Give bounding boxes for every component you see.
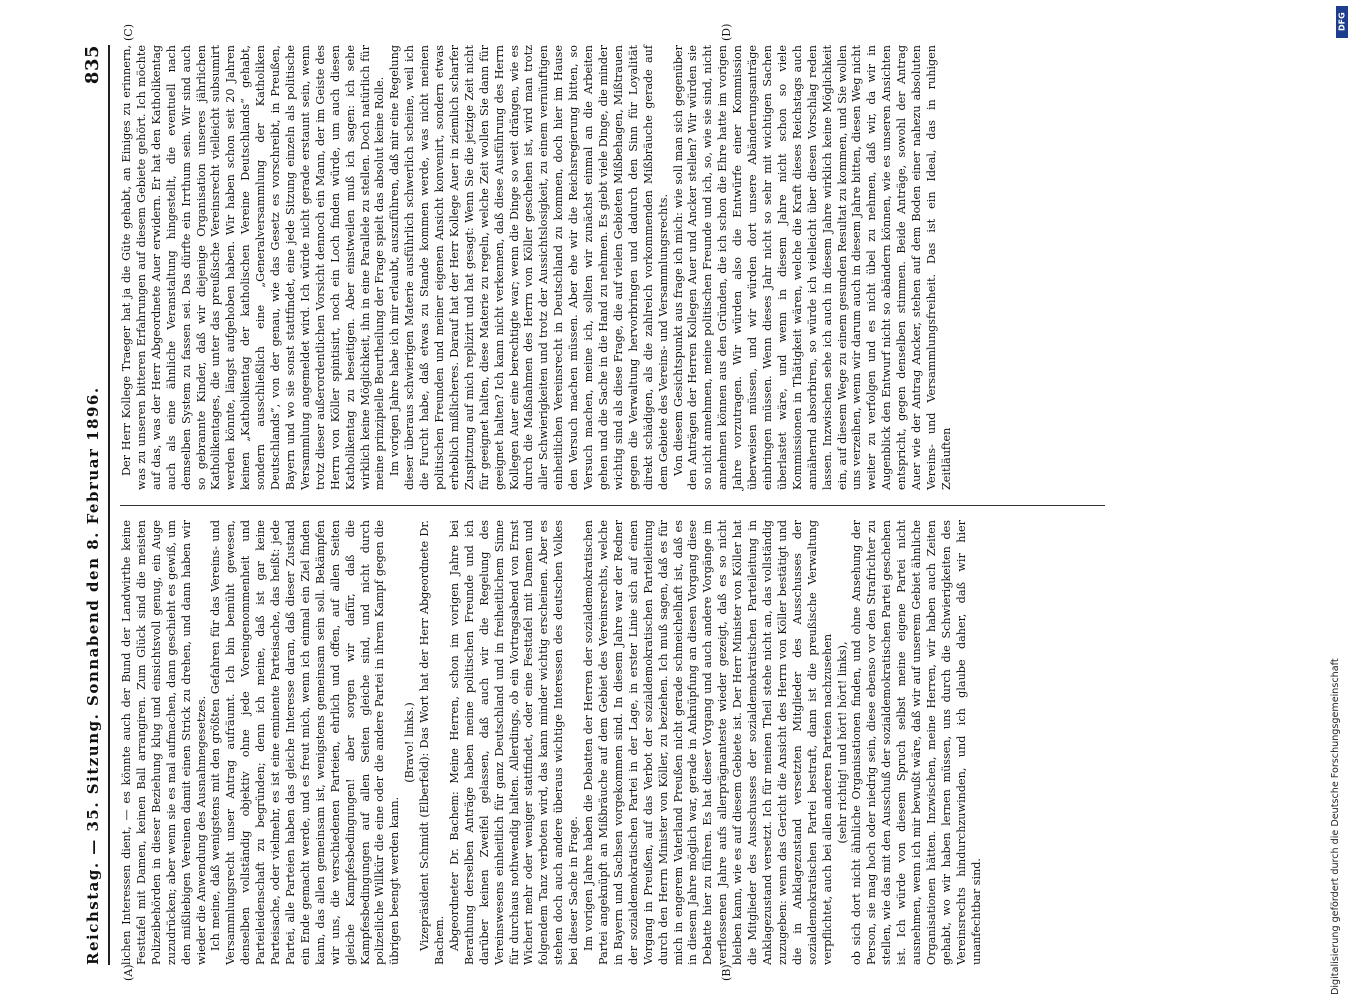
paragraph: Im vorigen Jahre haben die Debatten der Herren der sozialdemokratischen Partei angeknüpft an Mißbräuche auf dem Gebiet des Vereinsrechts, welche in Bayern und Sachsen vorgekommen sind. In diesem Jahre war der Redner der sozialdemokratischen Partei in der Lage, in erster Linie sich auf einen Vorgang in Preußen, auf das Verbot der sozialdemokratischen Parteileitung durch den Herrn Minister von Köller, zu beziehen. Ich muß sagen, daß es für mich in engerem Vaterland Preußen nicht gerade schmeichelhaft ist, daß es in diesem Jahre möglich war, gerade in Anknüpfung an diesen Vorgang diese Debatte hier zu führen. Es hat dieser Vorgang und auch andere Vorgänge im verflossenen Jahre aufs allerprägnanteste wieder gezeigt, daß es so nicht bleiben kann, wie es auf diesem Gebiete ist. Der Herr Minister von Köller hat die Mitglieder des Ausschusses der sozialdemokratischen Parteileitung in Anklagezustand versetzt. Ich für meinen Theil stehe nicht an, das vollständig zuzugeben: wenn das Gericht die Ansicht des Herrn von Köller bestätigt und die in Anklagezustand versetzten Mitglieder des Ausschusses der sozialdemokratischen Partei bestraft, dann ist die preußische Verwaltung verpflichtet, auch bei allen anderen Parteien nachzusehen [582, 520, 834, 965]
margin-marker-d: (D) [720, 23, 733, 41]
left-column [120, 520, 985, 965]
paragraph: lichen Interessen dient, — es könnte auch der Bund der Landwirthe keine Festtafel mit Damen, keinen Ball arrangiren. Zum Glück sind die meisten Polizeibehörden in dieser Beziehung klug und einsichtsvoll genug, ein Auge zuzudrücken; aber wenn sie es mal aufmachen, dann geschieht es gewiß, um den mißliebigen Vereinen damit einen Strick zu drehen, und dann haben wir wieder die Anwendung des Ausnahmegesetzes. [120, 520, 208, 965]
interjection: (Bravo! links.) [403, 702, 417, 783]
margin-marker-c: (C) [122, 24, 135, 41]
paragraph: Ich meine, daß wenigstens mit den größten Gefahren für das Vereins- und Versammlungsrecht unser Antrag aufräumt. Ich bin bemüht gewesen, denselben vollständig objektiv ohne jede Voreingenommenheit und Parteileidenschaft zu begründen; denn ich meine, daß ist gar keine Parteisache, oder vielmehr, es ist eine eminente Parteisache, das heißt: jede Partei, alle Parteien haben das gleiche Interesse daran, daß dieser Zustand ein Ende gemacht werde, und es freut mich, wenn ich einmal ein Ziel finden kann, das allen gemeinsam ist, wenigstens gemeinsam sein soll. Bekämpfen wir uns, die verschiedenen Parteien, ehrlich und offen, auf allen Seiten gleiche Kampfesbedingungen! aber sorgen wir dafür, daß die Kampfesbedingungen auf allen Seiten gleiche sind, und nicht durch polizeiliche Willkür die eine oder die andere Partei in ihrem Kampf gegen die übrigen beengt werden kann. [209, 520, 402, 965]
digitization-credit: Digitalisierung gefördert durch die Deutsche Forschungsgemeinschaft [1330, 658, 1341, 995]
right-column [120, 45, 955, 490]
paragraph: Der Herr Kollege Traeger hat ja die Güte gehabt, an Einiges zu erinnern, was zu unseren bitteren Erfahrungen auf diesem Gebiete gehört. Ich möchte auf das, was der Herr Abgeordnete Auer erwidern. Er hat den Katholikentag auch als eine ähnliche Veranstaltung hingestellt, die eventuell nach demselben System zu fassen sei. Das dürfte ein Irrthum sein. Wir sind auch so gebrannte Kinder, daß wir diejenige Organisation unseres jährlichen Katholikentages, die unter das preußische Vereinsrecht vielleicht subsumirt werden könnte, längst aufgehoben haben. Wir haben schon seit 20 Jahren keinen „Katholikentag der katholischen Vereine Deutschlands“ gehabt, sondern ausschließlich eine „Generalversammlung der Katholiken Deutschlands“, von der genau, wie das Gesetz es vorschreibt, in Preußen, Bayern und wo sie sonst stattfindet, eine jede Sitzung einzeln als politische Versammlung angemeldet wird. Ich würde nicht gerade erstaunt sein, wenn trotz dieser außerordentlichen Vorsicht dennoch ein Mann, der im Geiste des Herrn von Köller spintisirt, noch ein Loch finden würde, um auch diesen Katholikentag zu beseitigen. Aber einstweilen muß ich sagen: ich sehe wirklich keine Möglichkeit, ihn in eine Parallele zu stellen. Doch natürlich für meine prinzipielle Beurtheilung der Frage spielt das absolut keine Rolle. [120, 45, 387, 490]
paragraph: ob sich dort nicht ähnliche Organisationen finden, und ohne Ansehung der Person, sie mag hoch oder niedrig sein, diese ebenso vor den Strafrichter zu stellen, wie das mit den Ausschuß der sozialdemokratischen Partei geschehen ist. Ich würde von diesem Spruch selbst meine eigene Partei nicht ausnehmen, wenn ich mir bewußt wäre, daß wir auf unserem Gebiet ähnliche Organisationen hätten. Inzwischen, meine Herren, wir haben auch Zeiten gehabt, wo wir haben lernen müssen, uns durch die Schwierigkeiten des Vereinsrechts hindurchzuwinden, und ich glaube daher, daß wir hier unanfechtbar sind. [850, 520, 983, 965]
column-divider [120, 505, 1105, 506]
dfg-logo: DFG [1336, 6, 1348, 38]
page-number: 835 [82, 45, 103, 85]
header-rule [108, 45, 110, 965]
page-rotated [80, 23, 1310, 981]
page-header-title: Reichstag. — 35. Sitzung. Sonnabend den 8. Februar 1896. [84, 386, 102, 965]
paragraph: Im vorigen Jahre habe ich mir erlaubt, auszuführen, daß mir eine Regelung dieser überaus schwierigen Materie ausführlich schwerlich scheine, weil ich die Furcht habe, daß etwas zu Stande kommen werde, was nicht meinen politischen Freunden und meiner eigenen Ansicht konvenirt, sondern etwas erheblich mißlicheres. Darauf hat der Herr Kollege Auer in ziemlich scharfer Zuspitzung auf mich replizirt und hat gesagt: Wenn Sie die jetzige Zeit nicht für geeignet halten, diese Materie zu regeln, welche Zeit wollen Sie dann für geeignet halten? Ich kann nicht verkennen, daß diese Ausführung des Herrn Kollegen Auer eine berechtigte war; wenn die Dinge so weit drängen, wie es durch die Maßnahmen des Herrn von Köller geschehen ist, wird man trotz aller Schwierigkeiten und trotz der Aussichtslosigkeit, zu einem vernünftigen einheitlichen Vereinsrecht in Deutschland zu kommen, doch hier im Hause den Versuch machen müssen. Aber ehe wir die Reichsregierung bitten, so Versuch machen, meine ich, sollten wir zunächst einmal an die Arbeiten gehen und die Sache in die Hand zu nehmen. Es giebt viele Dinge, die minder wichtig sind als diese Frage, die auf vielen Gebieten Mißbehagen, Mißtrauen gegen die Verwaltung hervorbringen und dadurch den Sinn für Loyalität direkt schädigen, als die zahlreich vorkommenden Mißbräuche gerade auf dem Gebiete des Vereins- und Versammlungsrechts. [388, 45, 670, 490]
paragraph: Von diesem Gesichtspunkt aus frage ich mich: wie soll man sich gegenüber den Anträgen der Herren Kollegen Auer und Ancker stellen? Wir würden sie so nicht annehmen, meine politischen Freunde und ich, so, wie sie sind, nicht annehmen können aus den Gründen, die ich schon die Ehre hatte im vorigen Jahre vorzutragen. Wir würden also die Entwürfe einer Kommission überweisen müssen, und wir würden dort unsere Abänderungsanträge einbringen müssen. Wenn dieses Jahr nicht so sehr mit wichtigen Sachen überlastet wäre, und wenn in diesem Jahre nicht schon so viele Kommissionen in Thätigkeit wären, welche die Kraft dieses Reichstags auch annähernd absorbiren, so würde ich vielleicht über diesen Vorschlag reden lassen. Inzwischen sehe ich auch in diesem Jahre wirklich keine Möglichkeit ein, auf diesem Wege zu einem gesunden Resultat zu kommen, und Sie wollen uns verzeihen, wenn wir darum auch in diesem Jahre bitten, diesen Weg nicht weiter zu verfolgen und es nicht übel zu nehmen, daß wir, da wir in Augenblick den Entwurf nicht so abändern können, wie es unseren Ansichten entspricht, gegen denselben stimmen. Beide Anträge, sowohl der Antrag Auer wie der Antrag Ancker, stehen auf dem Boden einer nahezu absoluten Vereins- und Versammlungsfreiheit. Das ist ein Ideal, das in ruhigen Zeitläuften [671, 45, 953, 490]
interjection: (sehr richtig! und hört! hört! links), [835, 641, 849, 844]
speaker-intro: Vizepräsident Schmidt (Elberfeld): Das Wort hat der Herr Abgeordnete Dr. Bachem. [418, 520, 447, 965]
margin-marker-b: (B) [720, 964, 733, 981]
margin-marker-a: (A) [122, 964, 135, 981]
paragraph: Abgeordneter Dr. Bachem: Meine Herren, schon im vorigen Jahre bei Berathung derselben Anträge haben meine politischen Freunde und ich darüber keinen Zweifel gelassen, daß auch wir die Regelung des Vereinswesens einheitlich für ganz Deutschland und in freiheitlichem Sinne für durchaus nothwendig halten. Allerdings, ob ein Vortragsabend von Ernst Wichert mehr oder weniger stattfindet, oder eine Festtafel mit Damen und folgendem Tanz verboten wird, das kann minder wichtig erscheinen. Aber es stehen doch auch andere überaus wichtige Interessen des deutschen Volkes bei dieser Sache in Frage. [447, 520, 581, 965]
page-header [80, 45, 106, 965]
